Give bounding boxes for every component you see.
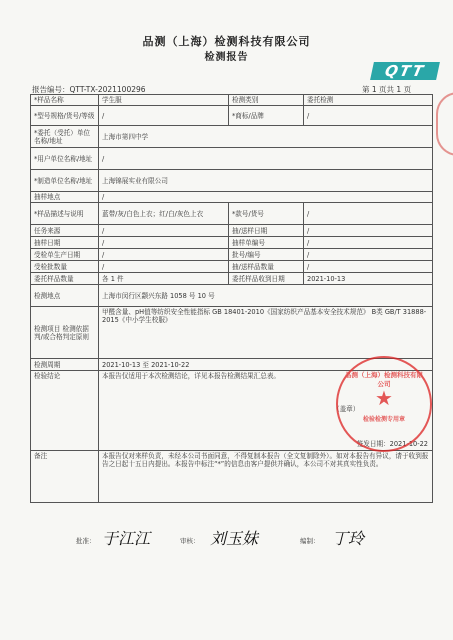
table-row xyxy=(31,451,433,503)
cell-value: 上海市第四中学 xyxy=(99,126,433,148)
conclusion-text: 本报告仅适用于本次检测结论，详见本报告检测结果汇总表。 xyxy=(102,372,281,380)
cell-value: / xyxy=(99,148,433,170)
cell-value: / xyxy=(99,106,229,126)
cell-value: / xyxy=(304,203,433,225)
cell-value: / xyxy=(304,225,433,237)
approver-label: 批准： xyxy=(76,537,96,545)
table-row xyxy=(31,126,433,148)
cell-label: 委托样品数量 xyxy=(31,273,99,285)
editor-label: 编制： xyxy=(300,537,320,545)
cell-label: *样品名称 xyxy=(31,95,99,106)
cell-value: 上海市闵行区颛兴东路 1058 号 10 号 xyxy=(99,285,433,307)
cell-label: 抽样日期 xyxy=(31,237,99,249)
table-row xyxy=(31,273,433,285)
table-row xyxy=(31,225,433,237)
seal-company-text: 品测（上海）检测科技有限公司 xyxy=(345,371,423,388)
cell-value: 上海锦展实业有限公司 xyxy=(99,170,433,192)
cell-value: 学生服 xyxy=(99,95,229,106)
cell-value: 2021-10-13 至 2021-10-22 xyxy=(99,359,433,371)
cell-label: 委托样品收到日期 xyxy=(229,273,304,285)
cell-label: *样品描述与说明 xyxy=(31,203,99,225)
cell-value: 各 1 件 xyxy=(99,273,229,285)
cell-label: 批号/编号 xyxy=(229,249,304,261)
table-row xyxy=(31,203,433,225)
cell-label: 检测类别 xyxy=(229,95,304,106)
cell-label: 备注 xyxy=(31,451,99,503)
cell-label: 检验结论 xyxy=(31,371,99,451)
cell-value: / xyxy=(99,237,229,249)
cell-label: *款号/货号 xyxy=(229,203,304,225)
table-row xyxy=(31,95,433,106)
cell-label: *委托（受托）单位名称/地址 xyxy=(31,126,99,148)
cell-value: 2021-10-13 xyxy=(304,273,433,285)
remarks-text: 本报告仅对来样负责，未经本公司书面同意，不得复制本报告（全文复制除外）。如对本报告有异议，请于收到报告之日起十五日内提出。本报告中标注“*”的信息由客户提供并确认，本公司不对其真实性负责。 xyxy=(99,451,433,503)
table-row xyxy=(31,192,433,203)
report-number: 报告编号：QTT-TX-2021100296 xyxy=(32,85,146,94)
table-row xyxy=(31,307,433,359)
table-row xyxy=(31,249,433,261)
cell-label: 抽/送样品数量 xyxy=(229,261,304,273)
cell-value: 甲醛含量、pH值等纺织安全性能指标 GB 18401-2010《国家纺织产品基本安全技术规范》 B类 GB/T 31888-2015《中小学生校服》 xyxy=(99,307,433,359)
cell-label: 抽样地点 xyxy=(31,192,99,203)
cell-value: / xyxy=(304,237,433,249)
table-row xyxy=(31,106,433,126)
cell-value: / xyxy=(304,106,433,126)
cell-label: 检测项目 检测依据 判/或合格判定原则 xyxy=(31,307,99,359)
cell-label: *用户单位名称/地址 xyxy=(31,148,99,170)
cell-value: / xyxy=(99,192,433,203)
company-seal xyxy=(336,356,432,452)
seal-purpose-text: 检验检测专用章 xyxy=(362,416,405,423)
table-row xyxy=(31,285,433,307)
cell-value: 蓝带/灰/白色上衣；红/白/灰色上衣 xyxy=(99,203,229,225)
company-name: 品测（上海）检测科技有限公司 xyxy=(142,35,311,48)
cell-label: 受检单生产日期 xyxy=(31,249,99,261)
cell-label: *型号规格/货号/等级 xyxy=(31,106,99,126)
seal-note: （盖章） xyxy=(333,405,360,413)
cell-value: 委托检测 xyxy=(304,95,433,106)
cell-value: / xyxy=(99,249,229,261)
cell-label: 任务来源 xyxy=(31,225,99,237)
cell-label: 抽/送样日期 xyxy=(229,225,304,237)
approver-signature: 于江江 xyxy=(102,529,151,548)
cell-label: 检测周期 xyxy=(31,359,99,371)
qtt-logo: QTT xyxy=(370,62,440,80)
cell-value: / xyxy=(304,249,433,261)
cell-value: / xyxy=(99,225,229,237)
report-title: 检测报告 xyxy=(204,52,249,63)
cell-value: / xyxy=(99,261,229,273)
cell-label: *商标/品牌 xyxy=(229,106,304,126)
cell-value: / xyxy=(304,261,433,273)
table-row xyxy=(31,261,433,273)
cell-label: 检测地点 xyxy=(31,285,99,307)
cell-label: 受检批数量 xyxy=(31,261,99,273)
cell-label: *制造单位名称/地址 xyxy=(31,170,99,192)
table-row xyxy=(31,170,433,192)
cell-label: 抽样单编号 xyxy=(229,237,304,249)
table-row xyxy=(31,237,433,249)
table-row xyxy=(31,148,433,170)
reviewer-label: 审核： xyxy=(180,537,200,545)
reviewer-signature: 刘玉妹 xyxy=(210,529,259,548)
edge-seal-icon xyxy=(436,92,453,156)
star-icon: ★ xyxy=(375,386,393,410)
page-number: 第 1 页共 1 页 xyxy=(362,85,412,94)
editor-signature: 丁玲 xyxy=(332,529,365,548)
issue-date: 签发日期：2021-10-22 xyxy=(356,440,428,448)
